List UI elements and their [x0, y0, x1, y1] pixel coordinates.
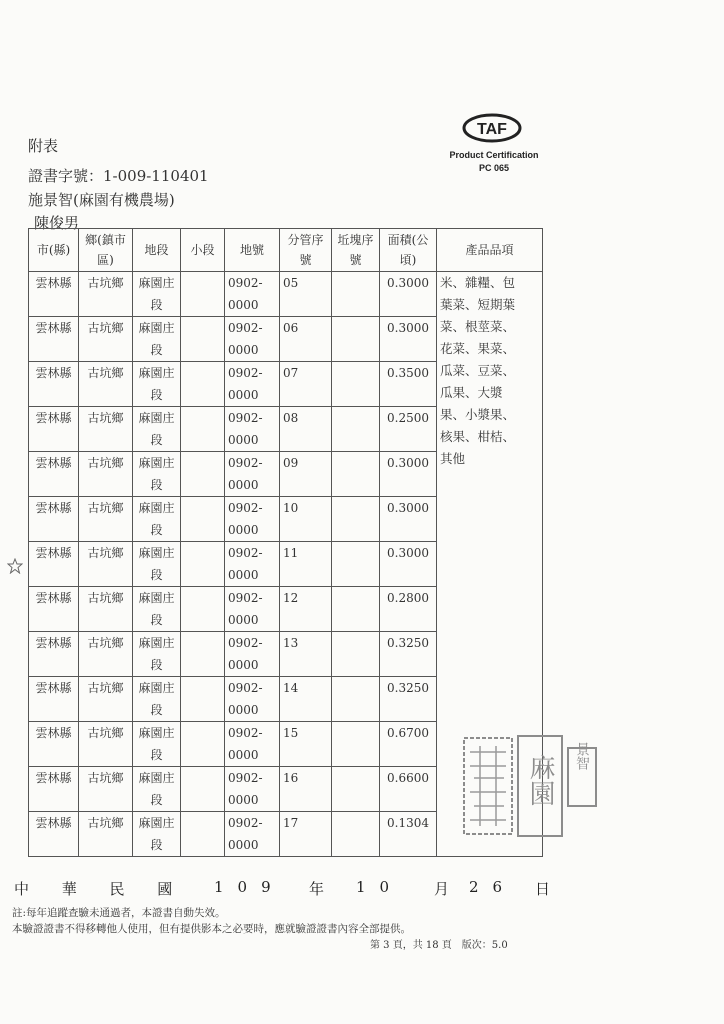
cell-town: 古坑鄉	[79, 632, 133, 677]
cell-section: 麻園庄段	[133, 587, 181, 632]
cell-area: 0.3000	[380, 452, 437, 497]
date-month-unit: 月	[434, 880, 450, 898]
date-month: 10	[356, 878, 404, 896]
cell-plot	[332, 317, 380, 362]
cell-city: 雲林縣	[29, 362, 79, 407]
cell-town: 古坑鄉	[79, 767, 133, 812]
cell-subsection	[181, 812, 225, 857]
cell-city: 雲林縣	[29, 587, 79, 632]
cell-seq: 06	[280, 317, 332, 362]
cell-landno: 0902-0000	[225, 542, 280, 587]
seal-main-text: 麻園	[525, 754, 555, 806]
cell-area: 0.3250	[380, 677, 437, 722]
cell-city: 雲林縣	[29, 407, 79, 452]
date-country: 中 華 民 國	[14, 880, 187, 898]
footer-note-2: 本驗證證書不得移轉他人使用，但有提供影本之必要時，應就驗證證書內容全部提供。	[12, 923, 411, 935]
cell-section: 麻園庄段	[133, 722, 181, 767]
certificate-number: 證書字號：1-009-110401	[28, 167, 209, 185]
pc-code: PC 065	[478, 163, 510, 173]
cell-landno: 0902-0000	[225, 677, 280, 722]
header-section: 地段	[133, 229, 181, 272]
cell-seq: 12	[280, 587, 332, 632]
cell-area: 0.3000	[380, 497, 437, 542]
cell-city: 雲林縣	[29, 497, 79, 542]
taf-logo-text: TAF	[477, 121, 507, 138]
cell-plot	[332, 497, 380, 542]
cell-section: 麻園庄段	[133, 767, 181, 812]
cell-landno: 0902-0000	[225, 272, 280, 317]
date-day: 26	[469, 878, 517, 896]
cell-subsection	[181, 632, 225, 677]
cell-area: 0.3000	[380, 317, 437, 362]
cell-area: 0.3000	[380, 542, 437, 587]
cell-section: 麻園庄段	[133, 362, 181, 407]
cell-seq: 15	[280, 722, 332, 767]
cell-town: 古坑鄉	[79, 272, 133, 317]
page-info: 第 3 頁，共 18 頁 版次：5.0	[370, 940, 508, 951]
cell-section: 麻園庄段	[133, 452, 181, 497]
cell-subsection	[181, 677, 225, 722]
header-city: 市(縣)	[29, 229, 79, 272]
cell-town: 古坑鄉	[79, 497, 133, 542]
cell-section: 麻園庄段	[133, 677, 181, 722]
cell-landno: 0902-0000	[225, 767, 280, 812]
cell-landno: 0902-0000	[225, 812, 280, 857]
date-year-unit: 年	[309, 880, 325, 898]
cell-seq: 09	[280, 452, 332, 497]
cell-area: 0.6600	[380, 767, 437, 812]
header-town: 鄉(鎮市區)	[79, 229, 133, 272]
taf-logo-icon	[462, 112, 522, 144]
cell-city: 雲林縣	[29, 317, 79, 362]
cell-subsection	[181, 767, 225, 812]
product-line: 菜、根莖菜、	[440, 319, 516, 334]
cell-area: 0.6700	[380, 722, 437, 767]
cell-landno: 0902-0000	[225, 722, 280, 767]
product-line: 瓜菜、豆菜、	[440, 363, 516, 378]
cell-landno: 0902-0000	[225, 587, 280, 632]
product-line: 其他	[440, 451, 466, 466]
cell-landno: 0902-0000	[225, 497, 280, 542]
product-line: 葉菜、短期葉	[440, 297, 516, 312]
cell-subsection	[181, 722, 225, 767]
cell-city: 雲林縣	[29, 677, 79, 722]
cell-landno: 0902-0000	[225, 317, 280, 362]
cell-seq: 13	[280, 632, 332, 677]
header-landno: 地號	[225, 229, 280, 272]
date-year: 109	[214, 878, 285, 896]
annex-title: 附表	[28, 137, 59, 155]
header-products: 產品品項	[437, 229, 543, 272]
cell-seq: 05	[280, 272, 332, 317]
cell-city: 雲林縣	[29, 632, 79, 677]
table-header-row	[29, 229, 543, 272]
cell-section: 麻園庄段	[133, 317, 181, 362]
cell-landno: 0902-0000	[225, 407, 280, 452]
cell-city: 雲林縣	[29, 452, 79, 497]
cell-section: 麻園庄段	[133, 407, 181, 452]
cell-area: 0.3500	[380, 362, 437, 407]
cell-town: 古坑鄉	[79, 452, 133, 497]
cell-section: 麻園庄段	[133, 272, 181, 317]
cell-plot	[332, 677, 380, 722]
star-mark-icon	[7, 558, 23, 574]
cell-town: 古坑鄉	[79, 542, 133, 587]
cell-seq: 07	[280, 362, 332, 407]
cell-subsection	[181, 407, 225, 452]
responsible-person: 陳俊男	[34, 214, 80, 232]
certificate-holder: 施景智(麻園有機農場)	[28, 191, 175, 209]
product-line: 瓜果、大漿	[440, 385, 503, 400]
cell-subsection	[181, 362, 225, 407]
cell-city: 雲林縣	[29, 767, 79, 812]
cell-area: 0.2500	[380, 407, 437, 452]
product-line: 核果、柑桔、	[440, 429, 516, 444]
cell-seq: 11	[280, 542, 332, 587]
cell-seq: 17	[280, 812, 332, 857]
cell-subsection	[181, 497, 225, 542]
cell-town: 古坑鄉	[79, 362, 133, 407]
cell-subsection	[181, 272, 225, 317]
cell-town: 古坑鄉	[79, 587, 133, 632]
cell-town: 古坑鄉	[79, 722, 133, 767]
cell-plot	[332, 812, 380, 857]
cell-plot	[332, 632, 380, 677]
cell-plot	[332, 362, 380, 407]
table-row	[29, 272, 543, 317]
header-plot: 坵塊序號	[332, 229, 380, 272]
cell-city: 雲林縣	[29, 542, 79, 587]
seal-side-text: 景智	[574, 742, 590, 770]
cell-subsection	[181, 317, 225, 362]
footer-note-1: 註:每年追蹤查驗未通過者，本證書自動失效。	[12, 907, 226, 919]
cell-plot	[332, 767, 380, 812]
cell-section: 麻園庄段	[133, 542, 181, 587]
product-line: 果、小漿果、	[440, 407, 516, 422]
product-line: 花菜、果菜、	[440, 341, 516, 356]
cell-plot	[332, 452, 380, 497]
cell-section: 麻園庄段	[133, 632, 181, 677]
cell-plot	[332, 542, 380, 587]
cell-plot	[332, 407, 380, 452]
cell-plot	[332, 272, 380, 317]
cell-area: 0.3250	[380, 632, 437, 677]
cell-seq: 10	[280, 497, 332, 542]
cell-subsection	[181, 452, 225, 497]
cell-seq: 08	[280, 407, 332, 452]
cell-town: 古坑鄉	[79, 407, 133, 452]
cell-subsection	[181, 542, 225, 587]
cell-city: 雲林縣	[29, 722, 79, 767]
cell-town: 古坑鄉	[79, 317, 133, 362]
cell-area: 0.3000	[380, 272, 437, 317]
cell-subsection	[181, 587, 225, 632]
cell-seq: 16	[280, 767, 332, 812]
cell-section: 麻園庄段	[133, 497, 181, 542]
seal-stamp-icon	[460, 732, 600, 840]
cell-city: 雲林縣	[29, 272, 79, 317]
cell-city: 雲林縣	[29, 812, 79, 857]
cell-plot	[332, 587, 380, 632]
cell-area: 0.2800	[380, 587, 437, 632]
header-area: 面積(公頃)	[380, 229, 437, 272]
product-certification-label: Product Certification	[449, 150, 539, 160]
cell-town: 古坑鄉	[79, 677, 133, 722]
cell-seq: 14	[280, 677, 332, 722]
product-line: 米、雜糧、包	[440, 275, 516, 290]
cell-plot	[332, 722, 380, 767]
date-day-unit: 日	[535, 880, 551, 898]
cell-landno: 0902-0000	[225, 632, 280, 677]
header-seq: 分管序號	[280, 229, 332, 272]
cell-landno: 0902-0000	[225, 362, 280, 407]
cell-section: 麻園庄段	[133, 812, 181, 857]
cell-landno: 0902-0000	[225, 452, 280, 497]
header-subsection: 小段	[181, 229, 225, 272]
cell-area: 0.1304	[380, 812, 437, 857]
cell-town: 古坑鄉	[79, 812, 133, 857]
